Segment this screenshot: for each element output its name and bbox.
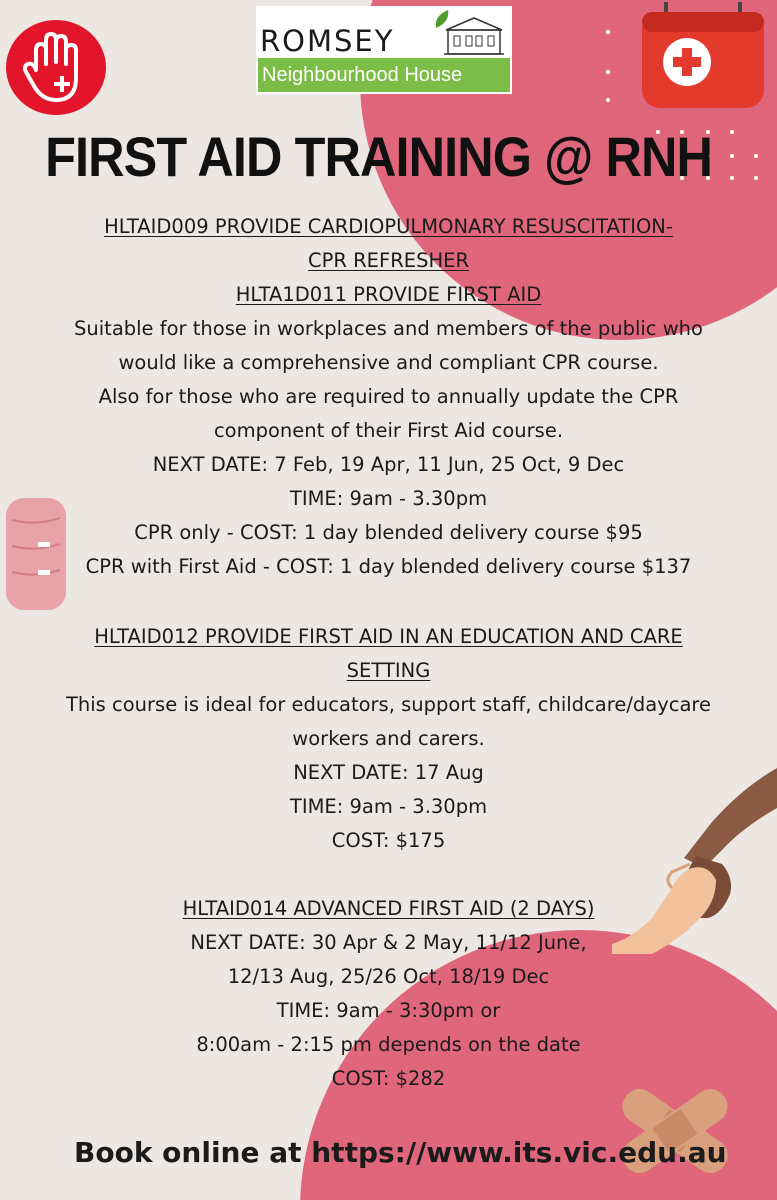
course3-heading: HLTAID014 ADVANCED FIRST AID (2 DAYS) [182,897,595,920]
page-title: FIRST AID TRAINING @ RNH [45,125,712,188]
romsey-logo [256,6,512,94]
bandage-roll-icon [2,492,70,616]
course3-next-date-2: 12/13 Aug, 25/26 Oct, 18/19 Dec [227,965,550,988]
leaf-icon [432,8,452,30]
hand-plus-icon [6,20,106,115]
course1-heading-1: HLTAID009 PROVIDE CARDIOPULMONARY RESUSCITATION- [104,215,673,238]
booking-text: Book online at https://www.its.vic.edu.au [74,1136,727,1169]
course2-heading-2: SETTING [346,659,431,682]
course3-cost: COST: $282 [331,1067,446,1090]
course2-desc-2: workers and carers. [292,727,485,750]
course1-heading-2: CPR REFRESHER [308,249,469,272]
logo-subtitle: Neighbourhood House [258,58,510,92]
course1-desc-1: Suitable for those in workplaces and members of the public who [74,317,703,340]
course3-time-2: 8:00am - 2:15 pm depends on the date [196,1033,581,1056]
course1-time: TIME: 9am - 3.30pm [289,487,488,510]
course2-desc-1: This course is ideal for educators, support staff, childcare/daycare [65,693,712,716]
course3-time-1: TIME: 9am - 3:30pm or [276,999,501,1022]
course1-desc-2: would like a comprehensive and compliant CPR course. [118,351,659,374]
plasters-icon [610,1076,740,1186]
course1-desc-4: component of their First Aid course. [213,419,564,442]
course2-time: TIME: 9am - 3.30pm [289,795,488,818]
first-aid-kit-icon [632,0,772,118]
course2-heading-1: HLTAID012 PROVIDE FIRST AID IN AN EDUCATION AND CARE [94,625,683,648]
course-cpr-first-aid [0,210,777,584]
course1-cost-cpr-first-aid: CPR with First Aid - COST: 1 day blended delivery course $137 [85,555,692,578]
course1-cost-cpr: CPR only - COST: 1 day blended delivery course $95 [134,521,643,544]
course1-next-date: NEXT DATE: 7 Feb, 19 Apr, 11 Jun, 25 Oct, 9 Dec [152,453,625,476]
course3-next-date-1: NEXT DATE: 30 Apr & 2 May, 11/12 June, [190,931,587,954]
course1-heading-3: HLTA1D011 PROVIDE FIRST AID [235,283,542,306]
logo-name: ROMSEY [260,24,395,58]
course1-desc-3: Also for those who are required to annually update the CPR [98,385,679,408]
course2-cost: COST: $175 [331,829,446,852]
course2-next-date: NEXT DATE: 17 Aug [293,761,484,784]
course-advanced-first-aid [0,892,777,1096]
